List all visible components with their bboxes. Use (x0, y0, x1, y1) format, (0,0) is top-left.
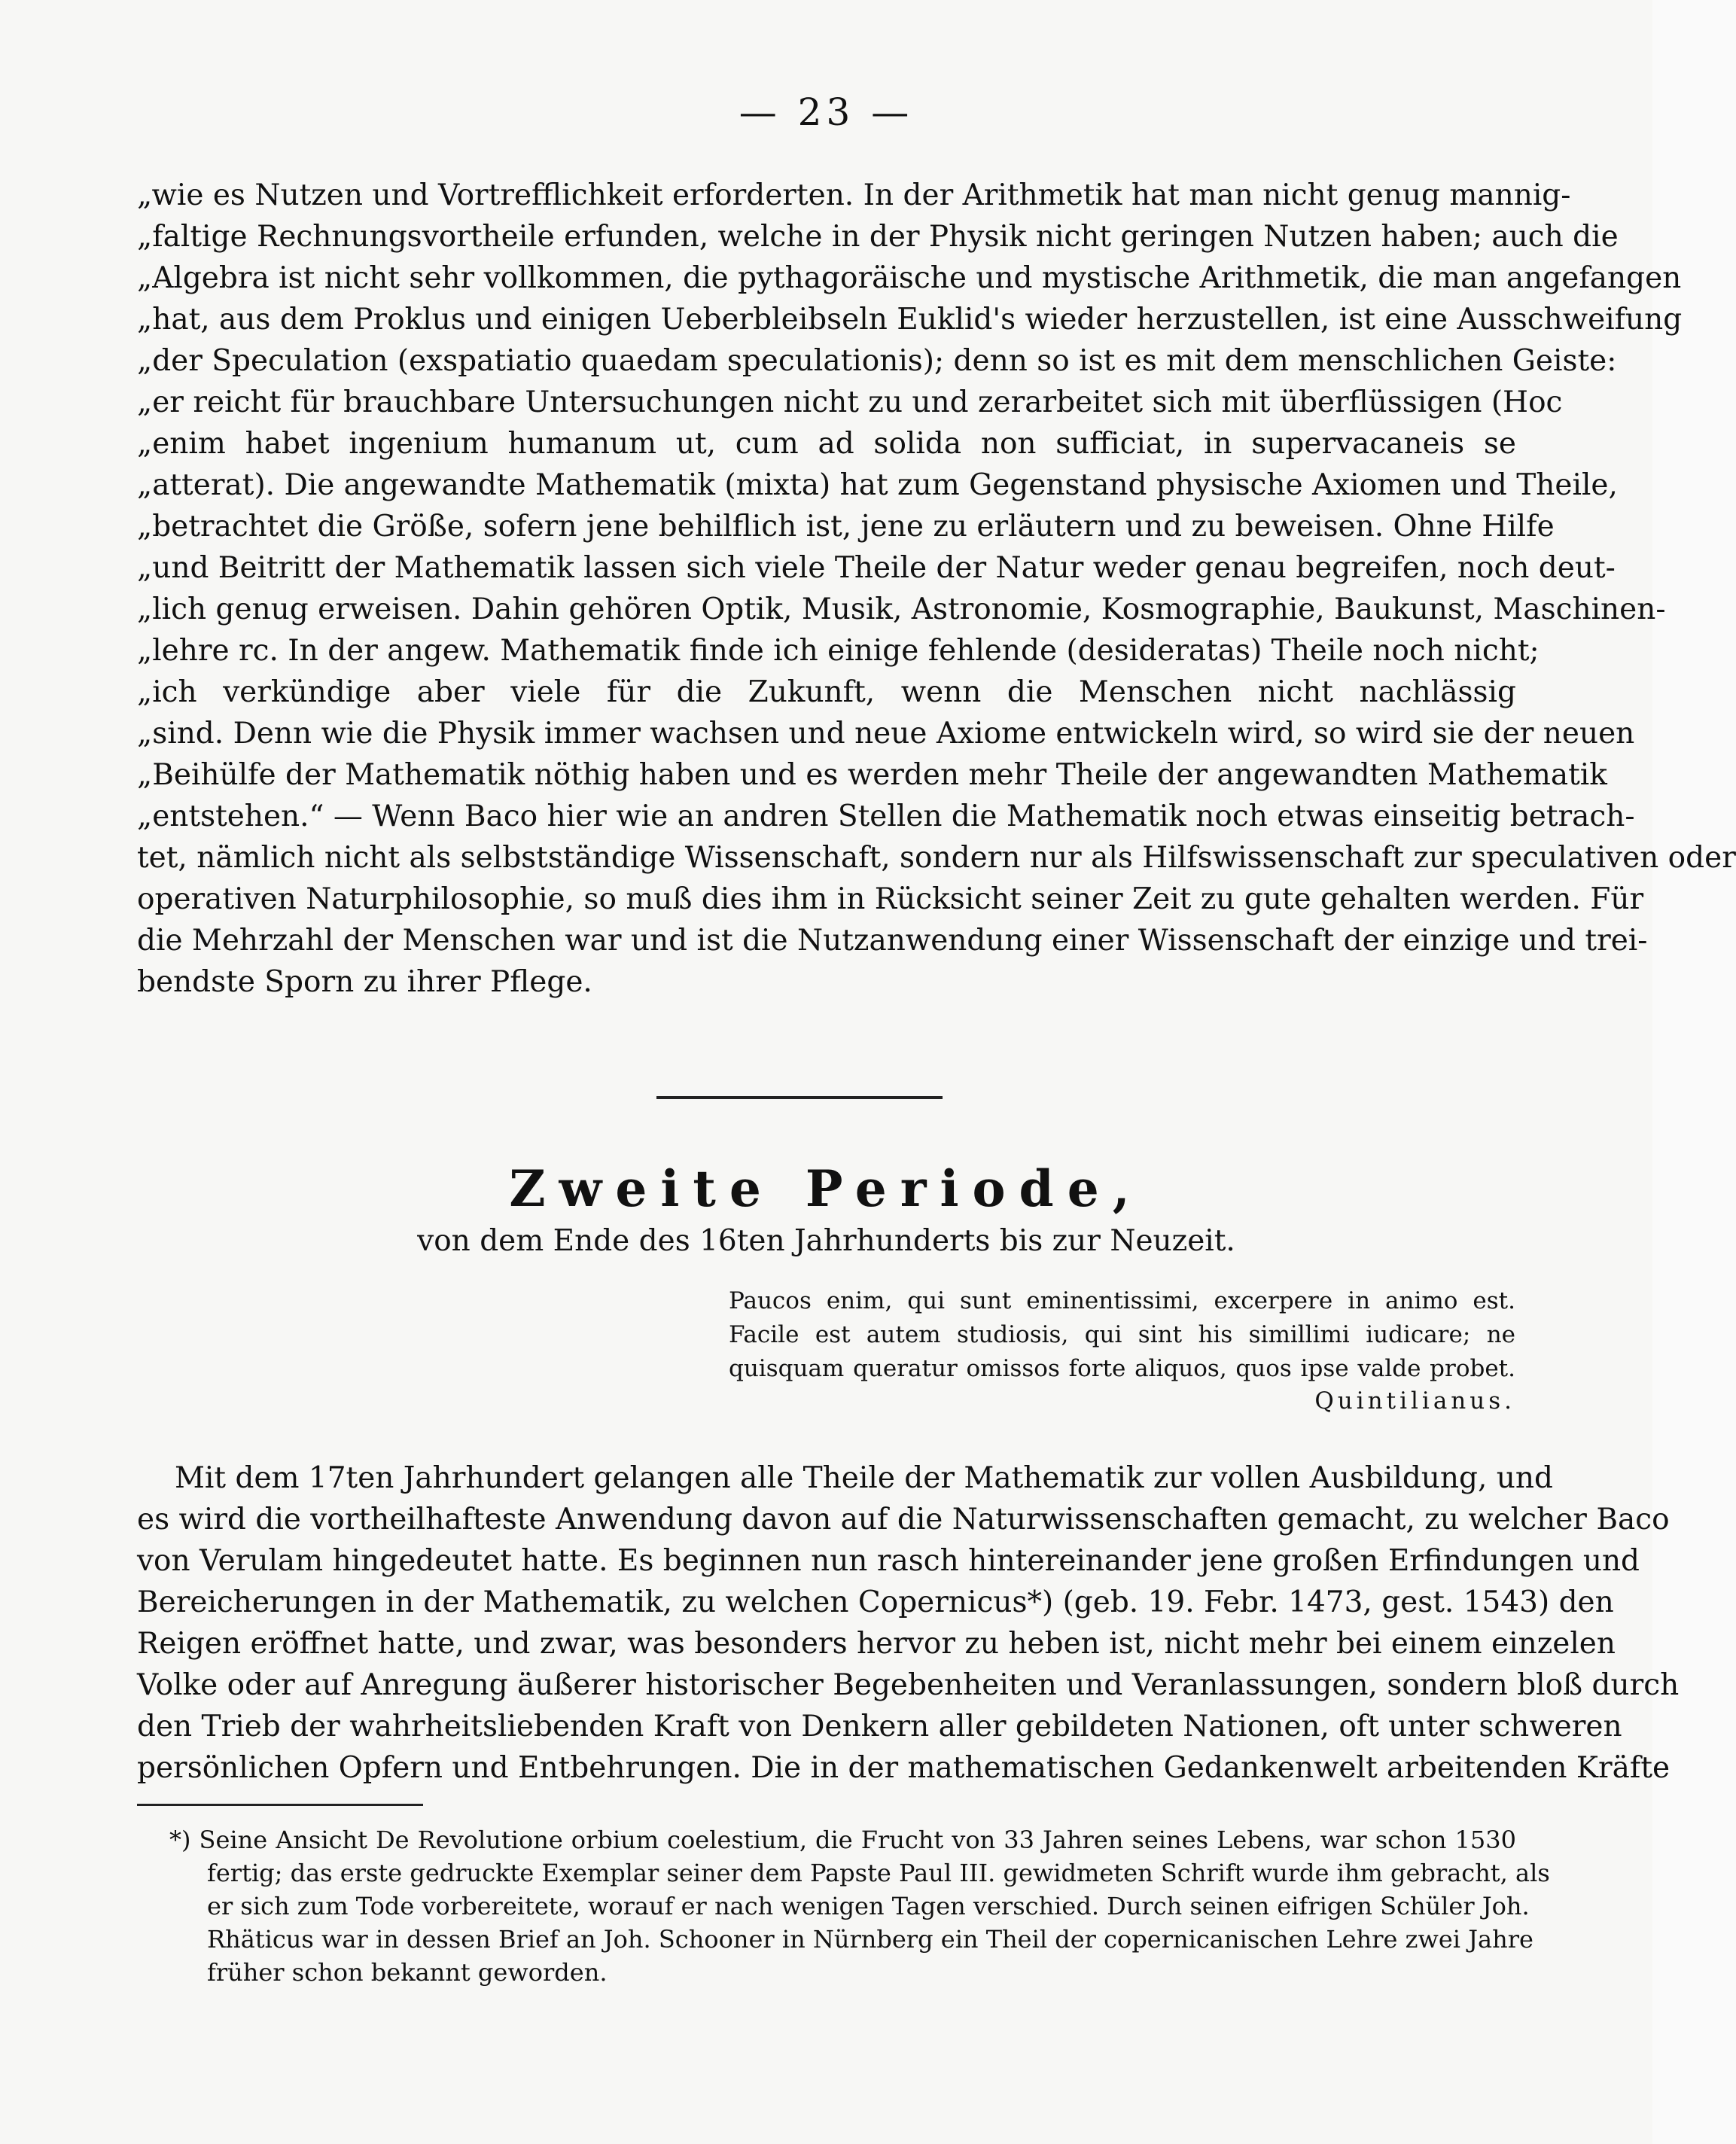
text-line: Mit dem 17ten Jahrhundert gelangen alle Theile der Mathematik zur vollen Ausbildung, und (175, 1461, 1553, 1495)
text-line: bendste Sporn zu ihrer Pflege. (137, 965, 592, 999)
text-line: „sind. Denn wie die Physik immer wachsen und neue Axiome entwickeln wird, so wird sie der neuen (137, 717, 1635, 751)
upper-text-block (137, 175, 1736, 1003)
text-line: „der Speculation (exspatiatio quaedam speculationis); denn so ist es mit dem menschlichen Geiste: (137, 344, 1617, 378)
footnote-line: *) Seine Ansicht De Revolutione orbium coelestium, die Frucht von 33 Jahren seines Lebens, war schon 1530 (169, 1826, 1516, 1854)
epigraph-line: quisquam queratur omissos forte aliquos, quos ipse valde probet. (729, 1355, 1515, 1382)
text-line: „faltige Rechnungsvortheile erfunden, welche in der Physik nicht geringen Nutzen haben; auch die (137, 220, 1619, 254)
text-line: „und Beitritt der Mathematik lassen sich viele Theile der Natur weder genau begreifen, noch deut- (137, 551, 1616, 585)
footnote-line: er sich zum Tode vorbereitete, worauf er nach wenigen Tagen verschied. Durch seinen eifrigen Schüler Joh. (207, 1892, 1530, 1920)
text-line: „Beihülfe der Mathematik nöthig haben und es werden mehr Theile der angewandten Mathematik (137, 758, 1607, 792)
text-line: „betrachtet die Größe, sofern jene behilflich ist, jene zu erläutern und zu beweisen. Ohne Hilfe (137, 510, 1555, 544)
text-line: Reigen eröffnet hatte, und zwar, was besonders hervor zu heben ist, nicht mehr bei einem einzelen (137, 1627, 1616, 1661)
page-number: — 23 — (739, 90, 914, 134)
text-line: „er reicht für brauchbare Untersuchungen nicht zu und zerarbeitet sich mit überflüssigen (Hoc (137, 385, 1563, 419)
lower-text-block (137, 1457, 1680, 1789)
epigraph (729, 1284, 1515, 1386)
section-divider (656, 1096, 943, 1099)
epigraph-line: Facile est autem studiosis, qui sint his simillimi iudicare; ne (729, 1321, 1515, 1348)
text-line: Bereicherungen in der Mathematik, zu welchen Copernicus*) (geb. 19. Febr. 1473, gest. 1543) den (137, 1585, 1614, 1619)
section-subheading: von dem Ende des 16ten Jahrhunderts bis zur Neuzeit. (417, 1224, 1235, 1258)
text-line: „entstehen.“ — Wenn Baco hier wie an andren Stellen die Mathematik noch etwas einseitig betrach- (137, 799, 1635, 833)
epigraph-line: Paucos enim, qui sunt eminentissimi, excerpere in animo est. (729, 1287, 1515, 1314)
text-line: „lehre rc. In der angew. Mathematik finde ich einige fehlende (desideratas) Theile noch nicht; (137, 634, 1540, 668)
text-line: persönlichen Opfern und Entbehrungen. Die in der mathematischen Gedankenwelt arbeitenden Kräfte (137, 1751, 1671, 1785)
text-line: es wird die vortheilhafteste Anwendung davon auf die Naturwissenschaften gemacht, zu welcher Baco (137, 1503, 1670, 1536)
text-line: „wie es Nutzen und Vortrefflichkeit erforderten. In der Arithmetik hat man nicht genug mannig- (137, 178, 1571, 212)
footnote (169, 1823, 1550, 1989)
text-line: „Algebra ist nicht sehr vollkommen, die pythagoräische und mystische Arithmetik, die man angefangen (137, 261, 1682, 295)
text-line: die Mehrzahl der Menschen war und ist die Nutzanwendung einer Wissenschaft der einzige und trei- (137, 924, 1648, 958)
text-line: von Verulam hingedeutet hatte. Es beginnen nun rasch hintereinander jene großen Erfindungen und (137, 1544, 1640, 1578)
footnote-line: fertig; das erste gedruckte Exemplar seiner dem Papste Paul III. gewidmeten Schrift wurde ihm gebracht, als (207, 1859, 1550, 1887)
epigraph-author: Quintilianus. (1314, 1387, 1515, 1415)
footnote-line: früher schon bekannt geworden. (207, 1958, 608, 1987)
footnote-divider (137, 1804, 423, 1806)
text-line: „ich verkündige aber viele für die Zukunft, wenn die Menschen nicht nachlässig (137, 675, 1516, 709)
footnote-line: Rhäticus war in dessen Brief an Joh. Schooner in Nürnberg ein Theil der copernicanischen Lehre zwei Jahre (207, 1925, 1533, 1954)
text-line: „lich genug erweisen. Dahin gehören Optik, Musik, Astronomie, Kosmographie, Baukunst, Maschinen- (137, 592, 1666, 626)
text-line: den Trieb der wahrheitsliebenden Kraft von Denkern aller gebildeten Nationen, oft unter schweren (137, 1710, 1622, 1744)
text-line: „enim habet ingenium humanum ut, cum ad solida non sufficiat, in supervacaneis se (137, 427, 1516, 461)
text-line: „atterat). Die angewandte Mathematik (mixta) hat zum Gegenstand physische Axiomen und Theile, (137, 468, 1618, 502)
text-line: operativen Naturphilosophie, so muß dies ihm in Rücksicht seiner Zeit zu gute gehalten werden. Für (137, 882, 1644, 916)
text-line: Volke oder auf Anregung äußerer historischer Begebenheiten und Veranlassungen, sondern bloß durch (137, 1668, 1680, 1702)
text-line: „hat, aus dem Proklus und einigen Ueberbleibseln Euklid's wieder herzustellen, ist eine Ausschweifung (137, 303, 1683, 337)
text-line: tet, nämlich nicht als selbstständige Wissenschaft, sondern nur als Hilfswissenschaft zur speculativen oder (137, 841, 1736, 875)
section-heading: Zweite Periode, (509, 1159, 1144, 1218)
